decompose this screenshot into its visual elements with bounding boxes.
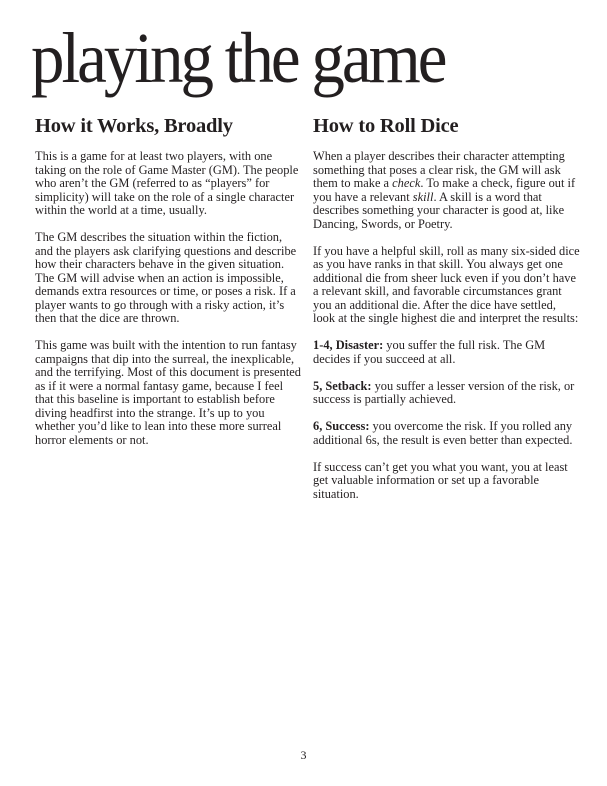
result-label: 5, Setback: <box>313 378 372 393</box>
term-check: check <box>392 176 421 190</box>
left-column <box>35 113 303 461</box>
paragraph: This is a game for at least two players, with one taking on the role of Game Master (GM). The people who aren’t the GM (referred to as “players” for simplicity) will take on the role of a single character within the world at a time, usually. <box>35 149 299 217</box>
result-text: you overcome the risk. If you rolled any additional 6s, the result is even better than expected. <box>313 419 573 447</box>
result-setback <box>313 380 581 407</box>
paragraph: The GM describes the situation within the fiction, and the players ask clarifying questions and describe how their characters behave in the given situation. The GM will advise when an action is impossible, demands extra resources or time, or poses a risk. If a player wants to go through with a risky action, it’s then that the dice are thrown. <box>35 230 297 325</box>
paragraph-check <box>313 150 581 231</box>
result-success <box>313 420 581 447</box>
section-heading-how-to-roll-dice: How to Roll Dice <box>313 115 459 137</box>
paragraph: If success can’t get you what you want, you at least get valuable information or set up a favorable situation. <box>313 459 568 501</box>
term-skill: skill <box>412 189 434 204</box>
text: . A skill is a word that describes something your character is good at, like Dancing, Swords, or Poetry. <box>313 189 565 231</box>
text: When a player describes their character attempting something that poses a clear risk, the GM will ask them to make a <box>313 149 565 190</box>
page-title: playing the game <box>31 18 445 98</box>
right-column <box>313 113 581 515</box>
result-disaster <box>313 339 581 366</box>
page-number: 3 <box>300 748 307 762</box>
result-label: 6, Success: <box>313 419 370 433</box>
section-heading-how-it-works: How it Works, Broadly <box>35 115 233 137</box>
text: . To make a check, figure out if you have a relevant <box>313 176 576 204</box>
paragraph: This game was built with the intention to run fantasy campaigns that dip into the surreal, the inexplicable, and the terrifying. Most of this document is presented as if it were a normal fantasy game, because I feel that this baseline is important to establish before diving headfirst into the strange. It’s up to you whether you’d like to lean into these more surreal horror elements or not. <box>35 338 301 447</box>
result-text: you suffer a lesser version of the risk, or success is partially achieved. <box>313 378 575 406</box>
result-label: 1-4, Disaster: <box>313 338 384 352</box>
result-text: you suffer the full risk. The GM decides if you succeed at all. <box>313 338 546 366</box>
paragraph: If you have a helpful skill, roll as many six-sided dice as you have ranks in that skill. You always get one additional die from sheer luck even if you don’t have a relevant skill, and favorable circumstances grant you an additional die. After the dice have settled, look at the single highest die and interpret the results: <box>313 243 580 325</box>
